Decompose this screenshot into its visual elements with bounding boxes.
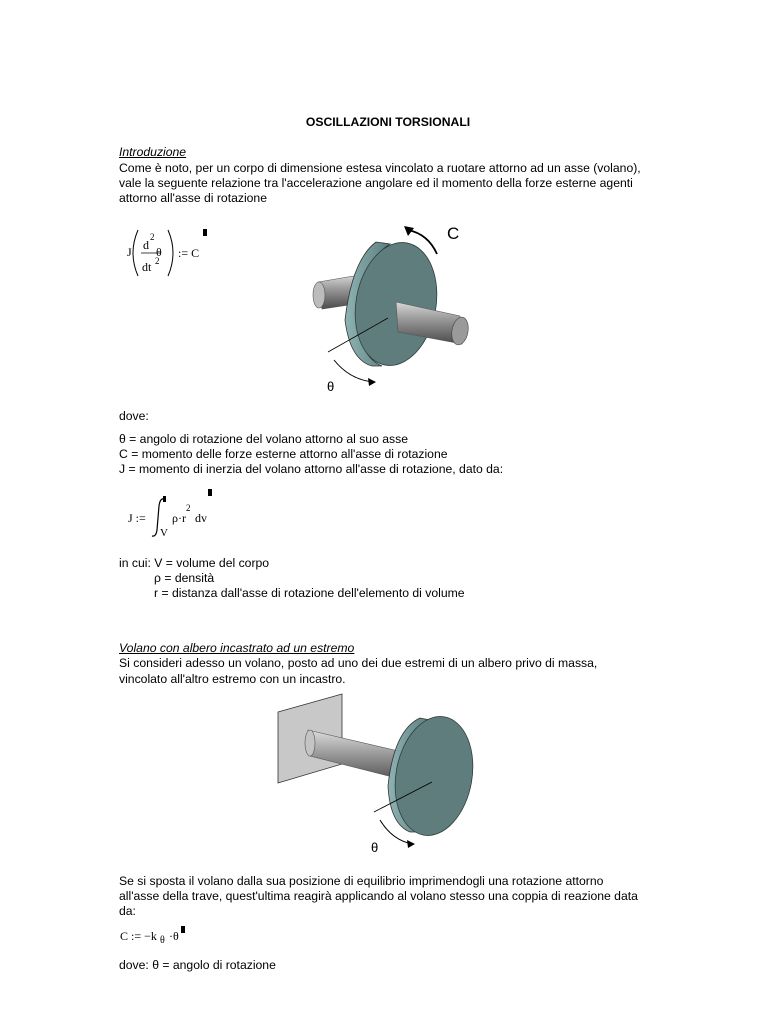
figure2-label-theta: θ (371, 840, 379, 855)
incui-r: r = distanza dall'asse di rotazione dell'elemento di volume (154, 586, 465, 600)
eq3-marker (181, 926, 185, 933)
eq1-marker (203, 229, 207, 236)
def-j: J = momento di inerzia del volano attorno all'asse di rotazione, dato da: (119, 462, 504, 476)
eq3-rest: ·θ (169, 929, 179, 943)
figure1-label-c: C (447, 224, 460, 243)
eq1-assign: := C (178, 246, 200, 260)
volano-line-2: vincolato all'altro estremo con un incastro. (119, 672, 346, 686)
eq1-theta: θ (156, 245, 162, 259)
eq2-dv: dv (195, 511, 207, 525)
intro-line-1: Come è noto, per un corpo di dimensione estesa vincolato a ruotare attorno ad un asse (volano), (119, 161, 641, 175)
spost-line-3: da: (119, 904, 136, 918)
page-title: OSCILLAZIONI TORSIONALI (305, 115, 471, 129)
def-theta: θ = angolo di rotazione del volano attorno al suo asse (119, 432, 408, 446)
eq1-sup2-b: 2 (155, 256, 160, 266)
eq1-dt: dt (142, 260, 152, 274)
eq2-marker (208, 489, 212, 496)
dove-label: dove: (119, 409, 149, 423)
intro-line-2: vale la seguente relazione tra l'accelerazione angolare ed il momento della forze esterne agenti (119, 176, 633, 190)
eq2-sup: 2 (186, 503, 191, 513)
intro-line-3: attorno all'asse di rotazione (119, 191, 267, 205)
incui-line: in cui: V = volume del corpo (119, 556, 270, 570)
eq2-sub-v: V (160, 527, 168, 539)
figure1-label-theta: θ (327, 379, 335, 394)
spost-line-1: Se si sposta il volano dalla sua posizione di equilibrio imprimendogli una rotazione attorno (119, 874, 604, 888)
figure-clamped-flywheel (270, 690, 480, 850)
spost-line-2: all'asse della trave, quest'ultima reagirà applicando al volano stesso una coppia di reazione data (119, 889, 638, 903)
section-heading-introduzione: Introduzione (119, 145, 187, 159)
def-c: C = momento delle forze esterne attorno all'asse di rotazione (119, 447, 448, 461)
eq3-lhs: C := −k (120, 929, 157, 943)
eq2-upper-marker (163, 496, 166, 502)
figure-flywheel (300, 220, 480, 400)
eq2-lhs: J := (128, 511, 146, 525)
section-heading-volano: Volano con albero incastrato ad un estremo (119, 641, 355, 655)
incui-rho: ρ = densità (154, 571, 215, 585)
dove-theta-line: dove: θ = angolo di rotazione (119, 958, 276, 972)
eq1-sup2: 2 (150, 232, 155, 242)
eq1-j: J (127, 245, 132, 259)
volano-line-1: Si consideri adesso un volano, posto ad uno dei due estremi di un albero privo di massa, (119, 656, 598, 670)
eq2-integrand: ρ·r (172, 511, 186, 525)
eq1-d: d (143, 238, 149, 252)
eq3-sub: θ (160, 935, 165, 946)
